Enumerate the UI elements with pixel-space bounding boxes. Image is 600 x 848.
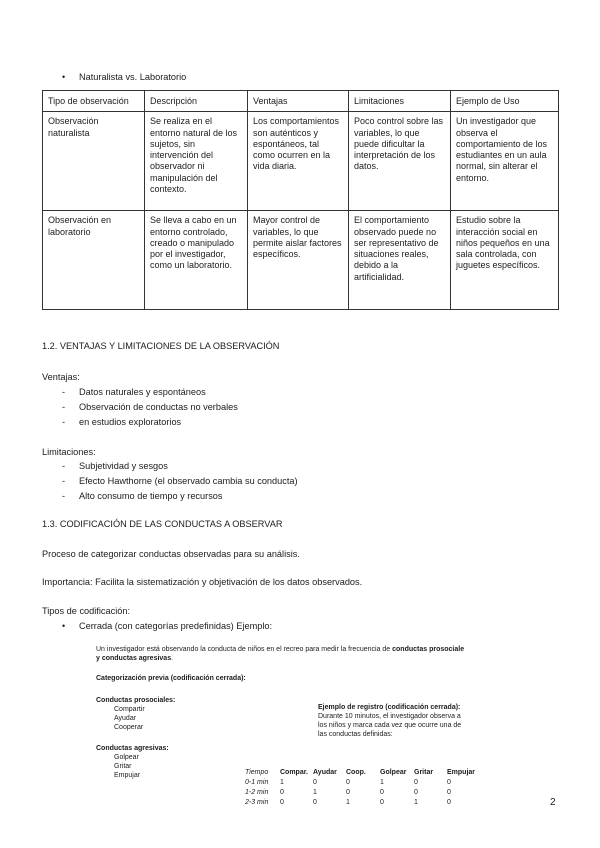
registro-header: Coop. [346, 769, 366, 776]
registro-cell: 0 [346, 779, 350, 786]
registro-header: Compar. [280, 769, 309, 776]
comparison-table [42, 90, 559, 310]
dash-marker: - [62, 476, 66, 486]
table-header-row [43, 91, 559, 112]
example-intro-line1: Un investigador está observando la conducta de niños en el recreo para medir la frecuencia de conductas prosociale [96, 646, 465, 653]
ventaja-item: en estudios exploratorios [79, 417, 182, 427]
registro-cell: 1 [414, 799, 418, 806]
registro-cell: 0 [280, 799, 284, 806]
registro-header: Gritar [414, 769, 434, 776]
registro-cell: 0 [346, 789, 350, 796]
registro-cell: 0 [280, 789, 284, 796]
categorizacion-title: Categorización previa (codificación cerrada): [96, 675, 246, 682]
agresiva-item: Empujar [114, 772, 141, 779]
agresiva-item: Gritar [114, 763, 132, 770]
table-header-cell: Descripción [145, 91, 248, 112]
registro-cell: 2-3 min [245, 799, 269, 806]
table-cell: Los comportamientos son auténticos y espontáneos, tal como ocurren en la vida diaria. [248, 112, 349, 211]
registro-cell: 1 [346, 799, 350, 806]
table-header-cell: Tipo de observación [43, 91, 145, 112]
table-cell: Se realiza en el entorno natural de los sujetos, sin intervención del observador ni manipulación del contexto. [145, 112, 248, 211]
registro-cell: 0 [414, 789, 418, 796]
table-header-cell: Ejemplo de Uso [451, 91, 559, 112]
section-heading-1-2: 1.2. VENTAJAS Y LIMITACIONES DE LA OBSERVACIÓN [42, 341, 280, 351]
table-cell: Poco control sobre las variables, lo que puede dificultar la interpretación de los datos. [349, 112, 451, 211]
section-heading-1-3: 1.3. CODIFICACIÓN DE LAS CONDUCTAS A OBSERVAR [42, 519, 283, 529]
ventaja-item: Datos naturales y espontáneos [79, 387, 206, 397]
tipo-cerrada: Cerrada (con categorías predefinidas) Ejemplo: [79, 621, 273, 631]
registro-cell: 0 [380, 789, 384, 796]
intro-bullet-text: Naturalista vs. Laboratorio [79, 72, 187, 82]
prosocial-item: Ayudar [114, 715, 137, 722]
prosociales-label: Conductas prosociales: [96, 697, 176, 704]
prosocial-item: Cooperar [114, 724, 144, 731]
table-cell: Un investigador que observa el comportamiento de los estudiantes en un aula normal, sin alterar el entorno. [451, 112, 559, 211]
dash-marker: - [62, 402, 66, 412]
registro-header: Tiempo [245, 769, 269, 776]
page-number: 2 [550, 797, 556, 808]
registro-header: Golpear [380, 769, 407, 776]
ventajas-label: Ventajas: [42, 372, 80, 382]
prosocial-item: Compartir [114, 706, 145, 713]
registro-title: Ejemplo de registro (codificación cerrada): [318, 704, 461, 711]
registro-cell: 0 [447, 779, 451, 786]
ventaja-item: Observación de conductas no verbales [79, 402, 238, 412]
table-cell: Mayor control de variables, lo que permite aislar factores específicos. [248, 211, 349, 310]
registro-header: Empujar [447, 769, 476, 776]
registro-cell: 0 [313, 799, 317, 806]
importancia-text: Importancia: Facilita la sistematización y objetivación de los datos observados. [42, 577, 363, 587]
example-intro-line2: y conductas agresivas. [96, 655, 174, 662]
registro-cell: 1-2 min [245, 789, 269, 796]
registro-cell: 1 [380, 779, 384, 786]
registro-cell: 0 [414, 779, 418, 786]
registro-cell: 0 [447, 789, 451, 796]
dash-marker: - [62, 387, 66, 397]
table-header-cell: Limitaciones [349, 91, 451, 112]
tipos-label: Tipos de codificación: [42, 606, 131, 616]
limitacion-item: Alto consumo de tiempo y recursos [79, 491, 223, 501]
registro-cell: 0 [380, 799, 384, 806]
table-row [43, 112, 559, 211]
proceso-text: Proceso de categorizar conductas observadas para su análisis. [42, 549, 300, 559]
registro-cell: 0-1 min [245, 779, 269, 786]
table-cell: Estudio sobre la interacción social en niños pequeños en una sala controlada, con juguetes específicos. [451, 211, 559, 310]
table-header-cell: Ventajas [248, 91, 349, 112]
table-cell: Se lleva a cabo en un entorno controlado, creado o manipulado por el investigador, como un laboratorio. [145, 211, 248, 310]
registro-cell: 0 [313, 779, 317, 786]
registro-cell: 1 [280, 779, 284, 786]
dash-marker: - [62, 417, 66, 427]
bullet-dot: • [62, 72, 66, 82]
table-cell: Observación naturalista [43, 112, 145, 211]
table-row [43, 211, 559, 310]
registro-cell: 1 [313, 789, 317, 796]
registro-line: Durante 10 minutos, el investigador observa a [318, 713, 461, 720]
registro-cell: 0 [447, 799, 451, 806]
agresivas-label: Conductas agresivas: [96, 745, 169, 752]
agresiva-item: Golpear [114, 754, 139, 761]
bullet-dot: • [62, 621, 66, 631]
limitacion-item: Efecto Hawthorne (el observado cambia su conducta) [79, 476, 298, 486]
registro-line: los niños y marca cada vez que ocurre una de [318, 722, 462, 729]
table-cell: El comportamiento observado puede no ser representativo de situaciones reales, debido a la artificialidad. [349, 211, 451, 310]
table-cell: Observación en laboratorio [43, 211, 145, 310]
limitacion-item: Subjetividad y sesgos [79, 461, 168, 471]
dash-marker: - [62, 461, 66, 471]
dash-marker: - [62, 491, 66, 501]
registro-line: las conductas definidas: [318, 731, 393, 738]
limitaciones-label: Limitaciones: [42, 447, 96, 457]
registro-header: Ayudar [313, 769, 337, 776]
